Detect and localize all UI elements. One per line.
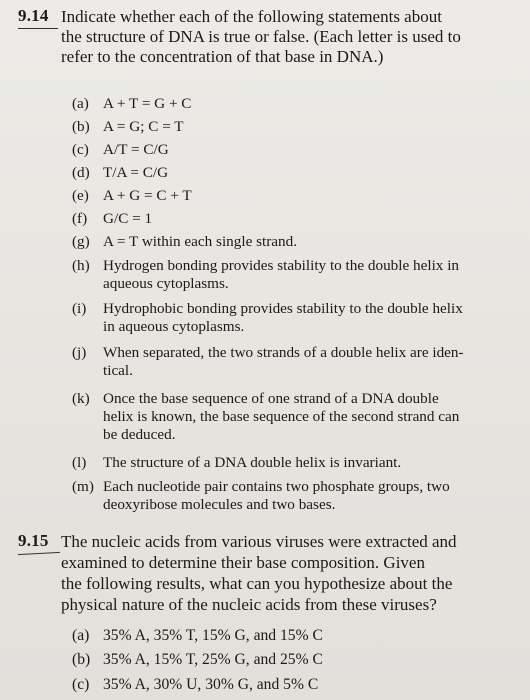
- problem-number: 9.14: [18, 6, 49, 25]
- item-label: (d): [72, 164, 90, 181]
- problem-stem: [61, 7, 513, 67]
- item-label: (c): [72, 676, 90, 693]
- item-label: (e): [72, 187, 89, 204]
- item-text: Hydrophobic bonding provides stability to the double helix: [103, 300, 463, 317]
- item-text: A = G; C = T: [103, 118, 184, 135]
- item-text: Hydrogen bonding provides stability to the double helix in: [103, 257, 460, 274]
- item-text: tical.: [103, 362, 133, 379]
- stem-line: The nucleic acids from various viruses were extracted and: [61, 532, 457, 551]
- stem-line: physical nature of the nucleic acids from these viruses?: [61, 595, 437, 614]
- item-label: (j): [72, 344, 87, 361]
- item-label: (k): [72, 390, 90, 407]
- item-text: A + G = C + T: [103, 187, 192, 204]
- item-label: (b): [72, 118, 90, 135]
- item-text: The structure of a DNA double helix is invariant.: [103, 454, 402, 471]
- item-label: (c): [72, 141, 89, 158]
- item-text: in aqueous cytoplasms.: [103, 318, 245, 335]
- item-label: (a): [72, 95, 89, 112]
- item-text: A + T = G + C: [103, 95, 192, 112]
- item-text: aqueous cytoplasms.: [103, 275, 229, 292]
- item-label: (l): [72, 454, 87, 471]
- item-label: (b): [72, 651, 91, 668]
- item-label: (i): [72, 300, 87, 317]
- item-text: deoxyribose molecules and two bases.: [103, 496, 336, 513]
- item-text: 35% A, 15% T, 25% G, and 25% C: [103, 651, 323, 668]
- item-text: helix is known, the base sequence of the second strand can: [103, 408, 460, 425]
- item-label: (g): [72, 233, 90, 250]
- problem-stem: [61, 531, 513, 615]
- problem-number-underline: [18, 28, 58, 29]
- item-text: Each nucleotide pair contains two phosphate groups, two: [103, 478, 450, 495]
- problem-number-underline: [18, 552, 60, 555]
- item-text: A = T within each single strand.: [103, 233, 298, 250]
- item-text: be deduced.: [103, 426, 176, 443]
- item-text: T/A = C/G: [103, 164, 169, 181]
- item-text: When separated, the two strands of a double helix are iden-: [103, 344, 464, 361]
- problem-number: 9.15: [18, 531, 49, 550]
- item-text: 35% A, 35% T, 15% G, and 15% C: [103, 627, 323, 644]
- item-label: (h): [72, 257, 90, 274]
- item-text: G/C = 1: [103, 210, 153, 227]
- item-label: (f): [72, 210, 88, 227]
- item-label: (a): [72, 627, 90, 644]
- stem-line: the following results, what can you hypothesize about the: [61, 574, 453, 593]
- stem-line: the structure of DNA is true or false. (Each letter is used to: [61, 27, 461, 46]
- item-text: 35% A, 30% U, 30% G, and 5% C: [103, 676, 319, 693]
- stem-line: refer to the concentration of that base in DNA.): [61, 47, 384, 66]
- item-label: (m): [72, 478, 94, 495]
- stem-line: examined to determine their base composition. Given: [61, 553, 425, 572]
- item-text: Once the base sequence of one strand of a DNA double: [103, 390, 439, 407]
- item-text: A/T = C/G: [103, 141, 169, 158]
- stem-line: Indicate whether each of the following statements about: [61, 7, 442, 26]
